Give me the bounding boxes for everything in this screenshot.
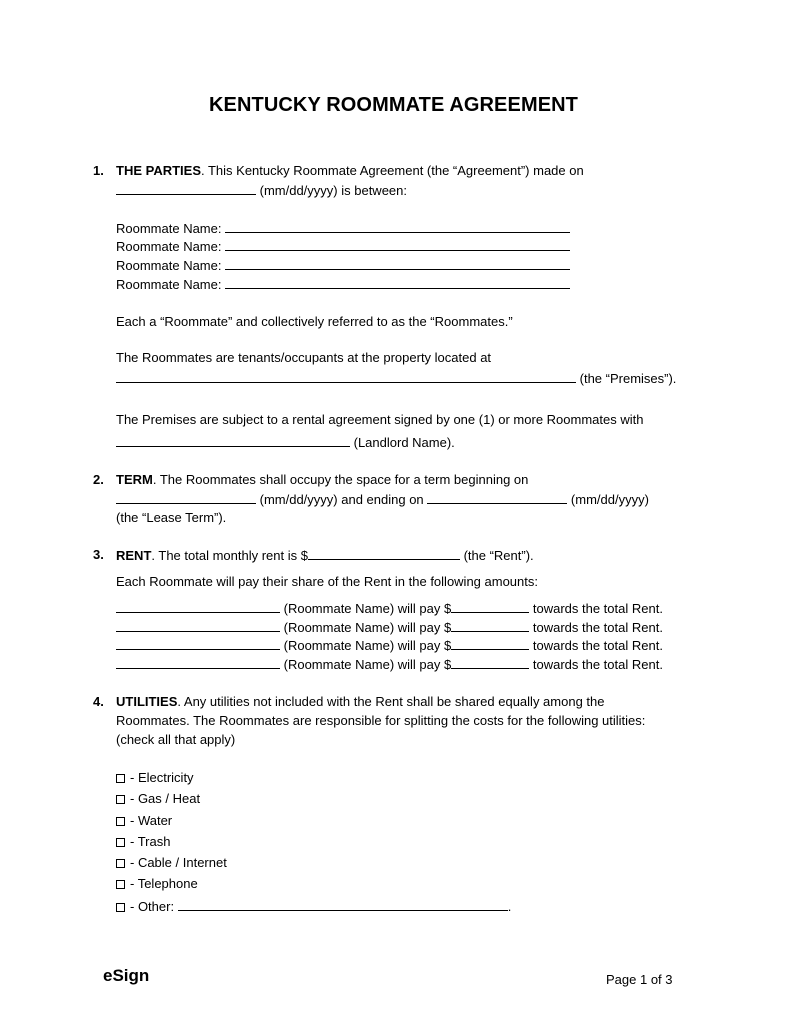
rental-agreement-line: The Premises are subject to a rental agreement signed by one (1) or more Roommates with xyxy=(116,412,644,427)
section-4-number: 4. xyxy=(93,694,104,709)
roommate-name-row xyxy=(116,238,570,255)
checkbox-icon[interactable] xyxy=(116,774,125,783)
section-4-heading: UTILITIES xyxy=(116,694,178,709)
rent-share-row xyxy=(116,600,663,617)
rent-suffix: (the “Rent”). xyxy=(463,548,534,563)
checkbox-icon[interactable] xyxy=(116,903,125,912)
agreement-date-suffix: (mm/dd/yyyy) is between: xyxy=(259,183,407,198)
landlord-suffix: (Landlord Name). xyxy=(353,435,455,450)
rent-amount-blank[interactable] xyxy=(451,656,529,669)
utility-label: - Trash xyxy=(130,834,171,849)
utility-checkbox-item[interactable] xyxy=(116,898,511,915)
roommate-name-label: Roommate Name: xyxy=(116,258,222,273)
checkbox-icon[interactable] xyxy=(116,817,125,826)
section-2-intro-text: . The Roommates shall occupy the space for a term beginning on xyxy=(152,472,529,487)
utility-checkbox-item[interactable] xyxy=(116,834,170,850)
section-1-intro-text: . This Kentucky Roommate Agreement (the “Agreement”) made on xyxy=(201,163,584,178)
rent-row-mid: (Roommate Name) will pay $ xyxy=(283,657,452,672)
checkbox-icon[interactable] xyxy=(116,795,125,804)
roommate-name-label: Roommate Name: xyxy=(116,221,222,236)
section-1-heading: THE PARTIES xyxy=(116,163,201,178)
premises-line xyxy=(116,370,676,387)
utility-label: - Telephone xyxy=(130,876,198,891)
utility-checkbox-item[interactable] xyxy=(116,855,227,871)
utility-checkbox-item[interactable] xyxy=(116,791,200,807)
utility-label: - Other: xyxy=(130,899,175,914)
section-4-intro xyxy=(116,694,605,710)
term-date-mid: (mm/dd/yyyy) and ending on xyxy=(259,492,424,507)
checkbox-icon[interactable] xyxy=(116,880,125,889)
rent-amount-blank[interactable] xyxy=(451,600,529,613)
landlord-name-blank[interactable] xyxy=(116,434,350,447)
rent-amount-blank[interactable] xyxy=(451,619,529,632)
section-1-intro xyxy=(116,163,584,179)
roommates-definition: Each a “Roommate” and collectively referred to as the “Roommates.” xyxy=(116,314,513,329)
section-3-intro xyxy=(116,547,534,564)
rent-amount-blank[interactable] xyxy=(451,637,529,650)
agreement-date-blank[interactable] xyxy=(116,182,256,195)
roommate-name-blank[interactable] xyxy=(116,656,280,669)
other-utility-end: . xyxy=(507,899,512,914)
utility-checkbox-item[interactable] xyxy=(116,876,198,892)
rent-row-mid: (Roommate Name) will pay $ xyxy=(283,638,452,653)
property-line: The Roommates are tenants/occupants at the property located at xyxy=(116,350,492,365)
rent-share-line: Each Roommate will pay their share of the Rent in the following amounts: xyxy=(116,574,538,589)
rent-row-end: towards the total Rent. xyxy=(532,620,663,635)
rent-row-mid: (Roommate Name) will pay $ xyxy=(283,620,452,635)
rent-share-row xyxy=(116,619,663,636)
rent-row-end: towards the total Rent. xyxy=(532,657,663,672)
utility-label: - Cable / Internet xyxy=(130,855,227,870)
roommate-name-blank[interactable] xyxy=(116,600,280,613)
term-start-date-blank[interactable] xyxy=(116,491,256,504)
premises-suffix: (the “Premises”). xyxy=(579,371,677,386)
rent-row-end: towards the total Rent. xyxy=(532,638,663,653)
utility-label: - Electricity xyxy=(130,770,194,785)
page-title: KENTUCKY ROOMMATE AGREEMENT xyxy=(209,94,578,116)
term-end-date-blank[interactable] xyxy=(427,491,567,504)
section-1-number: 1. xyxy=(93,163,104,178)
section-3-intro-text: . The total monthly rent is $ xyxy=(151,548,308,563)
rent-share-row xyxy=(116,637,663,654)
roommate-name-row xyxy=(116,220,570,237)
other-utility-blank[interactable] xyxy=(178,898,508,911)
utility-checkbox-item[interactable] xyxy=(116,770,194,786)
rent-share-row xyxy=(116,656,663,673)
section-1-date-line xyxy=(116,182,407,199)
utility-checkbox-item[interactable] xyxy=(116,813,172,829)
total-rent-blank[interactable] xyxy=(308,547,460,560)
section-4-intro-text: . Any utilities not included with the Rent shall be shared equally among the xyxy=(177,694,605,709)
roommate-name-blank[interactable] xyxy=(225,257,570,270)
lease-term-definition: (the “Lease Term”). xyxy=(116,510,227,525)
roommate-name-blank[interactable] xyxy=(116,637,280,650)
section-3-number: 3. xyxy=(93,547,104,562)
section-3-heading: RENT xyxy=(116,548,152,563)
section-2-heading: TERM xyxy=(116,472,153,487)
term-dates-line xyxy=(116,491,649,508)
roommate-name-blank[interactable] xyxy=(225,220,570,233)
section-2-intro xyxy=(116,472,528,488)
roommate-name-label: Roommate Name: xyxy=(116,277,222,292)
utility-label: - Gas / Heat xyxy=(130,791,201,806)
premises-address-blank[interactable] xyxy=(116,370,576,383)
roommate-name-blank[interactable] xyxy=(225,238,570,251)
section-4-line-2: Roommates. The Roommates are responsible for splitting the costs for the following utilities: xyxy=(116,713,646,728)
landlord-line xyxy=(116,434,455,451)
roommate-name-row xyxy=(116,257,570,274)
utility-label: - Water xyxy=(130,813,173,828)
rent-row-mid: (Roommate Name) will pay $ xyxy=(283,601,452,616)
roommate-name-blank[interactable] xyxy=(116,619,280,632)
section-2-number: 2. xyxy=(93,472,104,487)
roommate-name-label: Roommate Name: xyxy=(116,239,222,254)
page-number: Page 1 of 3 xyxy=(606,972,673,987)
checkbox-icon[interactable] xyxy=(116,838,125,847)
rent-row-end: towards the total Rent. xyxy=(532,601,663,616)
esign-logo: eSign xyxy=(103,966,150,985)
roommate-name-row xyxy=(116,276,570,293)
section-4-line-3: (check all that apply) xyxy=(116,732,236,747)
checkbox-icon[interactable] xyxy=(116,859,125,868)
roommate-name-blank[interactable] xyxy=(225,276,570,289)
term-date-end: (mm/dd/yyyy) xyxy=(570,492,649,507)
